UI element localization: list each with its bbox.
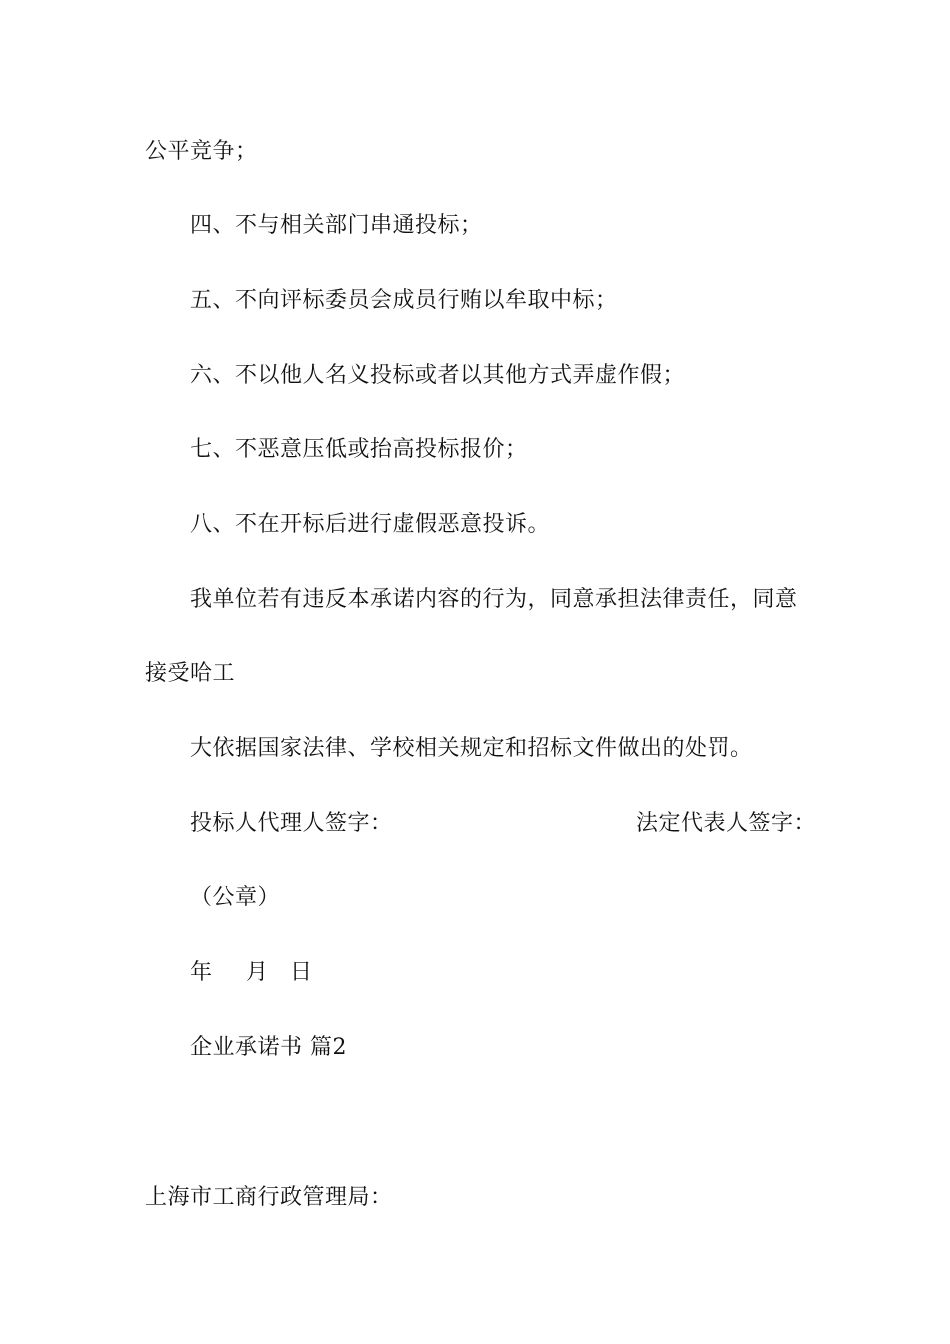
text-line: 接受哈工 (145, 661, 236, 686)
text-line: 公平竞争； (145, 139, 258, 164)
text-line: 四、不与相关部门串通投标； (190, 213, 483, 238)
text-line: 六、不以他人名义投标或者以其他方式弄虚作假； (190, 363, 686, 388)
seal-label: （公章） (190, 885, 281, 910)
legal-rep-signature-label: 法定代表人签字： (636, 811, 817, 836)
section-title: 企业承诺书 篇2 (190, 1035, 347, 1060)
text-line: 大依据国家法律、学校相关规定和招标文件做出的处罚。 (190, 736, 753, 761)
text-line: 我单位若有违反本承诺内容的行为，同意承担法律责任，同意 (190, 587, 798, 612)
date-month: 月 (246, 960, 269, 985)
text-line: 五、不向评标委员会成员行贿以牟取中标； (190, 288, 618, 313)
text-line: 七、不恶意压低或抬高投标报价； (190, 437, 528, 462)
addressee: 上海市工商行政管理局： (145, 1185, 393, 1210)
text-line: 八、不在开标后进行虚假恶意投诉。 (190, 512, 551, 537)
date-line (190, 958, 350, 988)
date-day: 日 (290, 960, 313, 985)
agent-signature-label: 投标人代理人签字： (190, 811, 393, 836)
date-year: 年 (190, 960, 213, 985)
